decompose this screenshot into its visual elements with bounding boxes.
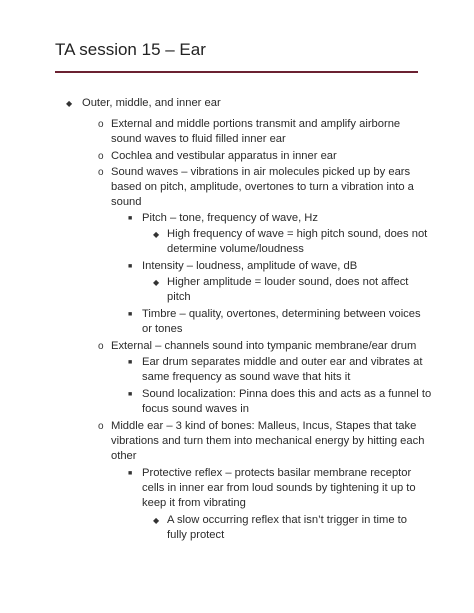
list-item: Middle ear – 3 kind of bones: Malleus, Incus, Stapes that take [111,420,417,432]
list-item: High frequency of wave = high pitch sound, does not [167,228,428,240]
square-bullet-icon: ■ [128,263,133,270]
circle-bullet-icon: o [98,151,104,162]
list-item-cont: sound waves to fluid filled inner ear [111,133,286,145]
list-item-cont: fully protect [167,529,225,541]
list-item-cont: focus sound waves in [142,403,249,415]
list-item: Outer, middle, and inner ear [82,97,221,109]
list-item: Ear drum separates middle and outer ear and vibrates at [142,356,423,368]
circle-bullet-icon: o [98,119,104,130]
list-item-cont: vibrations and turn them into mechanical energy by hitting each [111,435,425,447]
diamond-bullet-icon: ◆ [153,230,160,239]
list-item: External – channels sound into tympanic membrane/ear drum [111,340,417,352]
diamond-bullet-icon: ◆ [66,99,73,108]
list-item: Higher amplitude = louder sound, does not affect [167,276,409,288]
circle-bullet-icon: o [98,341,104,352]
square-bullet-icon: ■ [128,359,133,366]
list-item-cont: same frequency as sound wave that hits it [142,371,351,383]
list-item: Sound waves – vibrations in air molecules picked up by ears [111,166,411,178]
list-item-cont: cells in inner ear from loud sounds by tightening it up to [142,482,416,494]
list-item: Intensity – loudness, amplitude of wave, dB [142,260,358,272]
circle-bullet-icon: o [98,167,104,178]
list-item-cont: determine volume/loudness [167,243,304,255]
list-item-cont: or tones [142,323,183,335]
square-bullet-icon: ■ [128,391,133,398]
list-item: A slow occurring reflex that isn’t trigger in time to [167,514,408,526]
list-item-cont: based on pitch, amplitude, overtones to turn a vibration into a [111,181,414,193]
list-item: Protective reflex – protects basilar membrane receptor [142,467,412,479]
list-item-cont: pitch [167,291,191,303]
list-item: Cochlea and vestibular apparatus in inner ear [111,150,337,162]
square-bullet-icon: ■ [128,215,133,222]
square-bullet-icon: ■ [128,311,133,318]
list-item: Pitch – tone, frequency of wave, Hz [142,212,318,224]
list-item: Sound localization: Pinna does this and acts as a funnel to [142,388,432,400]
list-item-cont: keep it from vibrating [142,497,246,509]
list-item: External and middle portions transmit and amplify airborne [111,118,401,130]
list-item-cont: sound [111,196,142,208]
circle-bullet-icon: o [98,421,104,432]
diamond-bullet-icon: ◆ [153,516,160,525]
diamond-bullet-icon: ◆ [153,278,160,287]
square-bullet-icon: ■ [128,470,133,477]
list-item-cont: other [111,450,137,462]
page-title: TA session 15 – Ear [55,40,206,59]
title-rule [55,71,418,73]
list-item: Timbre – quality, overtones, determining between voices [142,308,421,320]
